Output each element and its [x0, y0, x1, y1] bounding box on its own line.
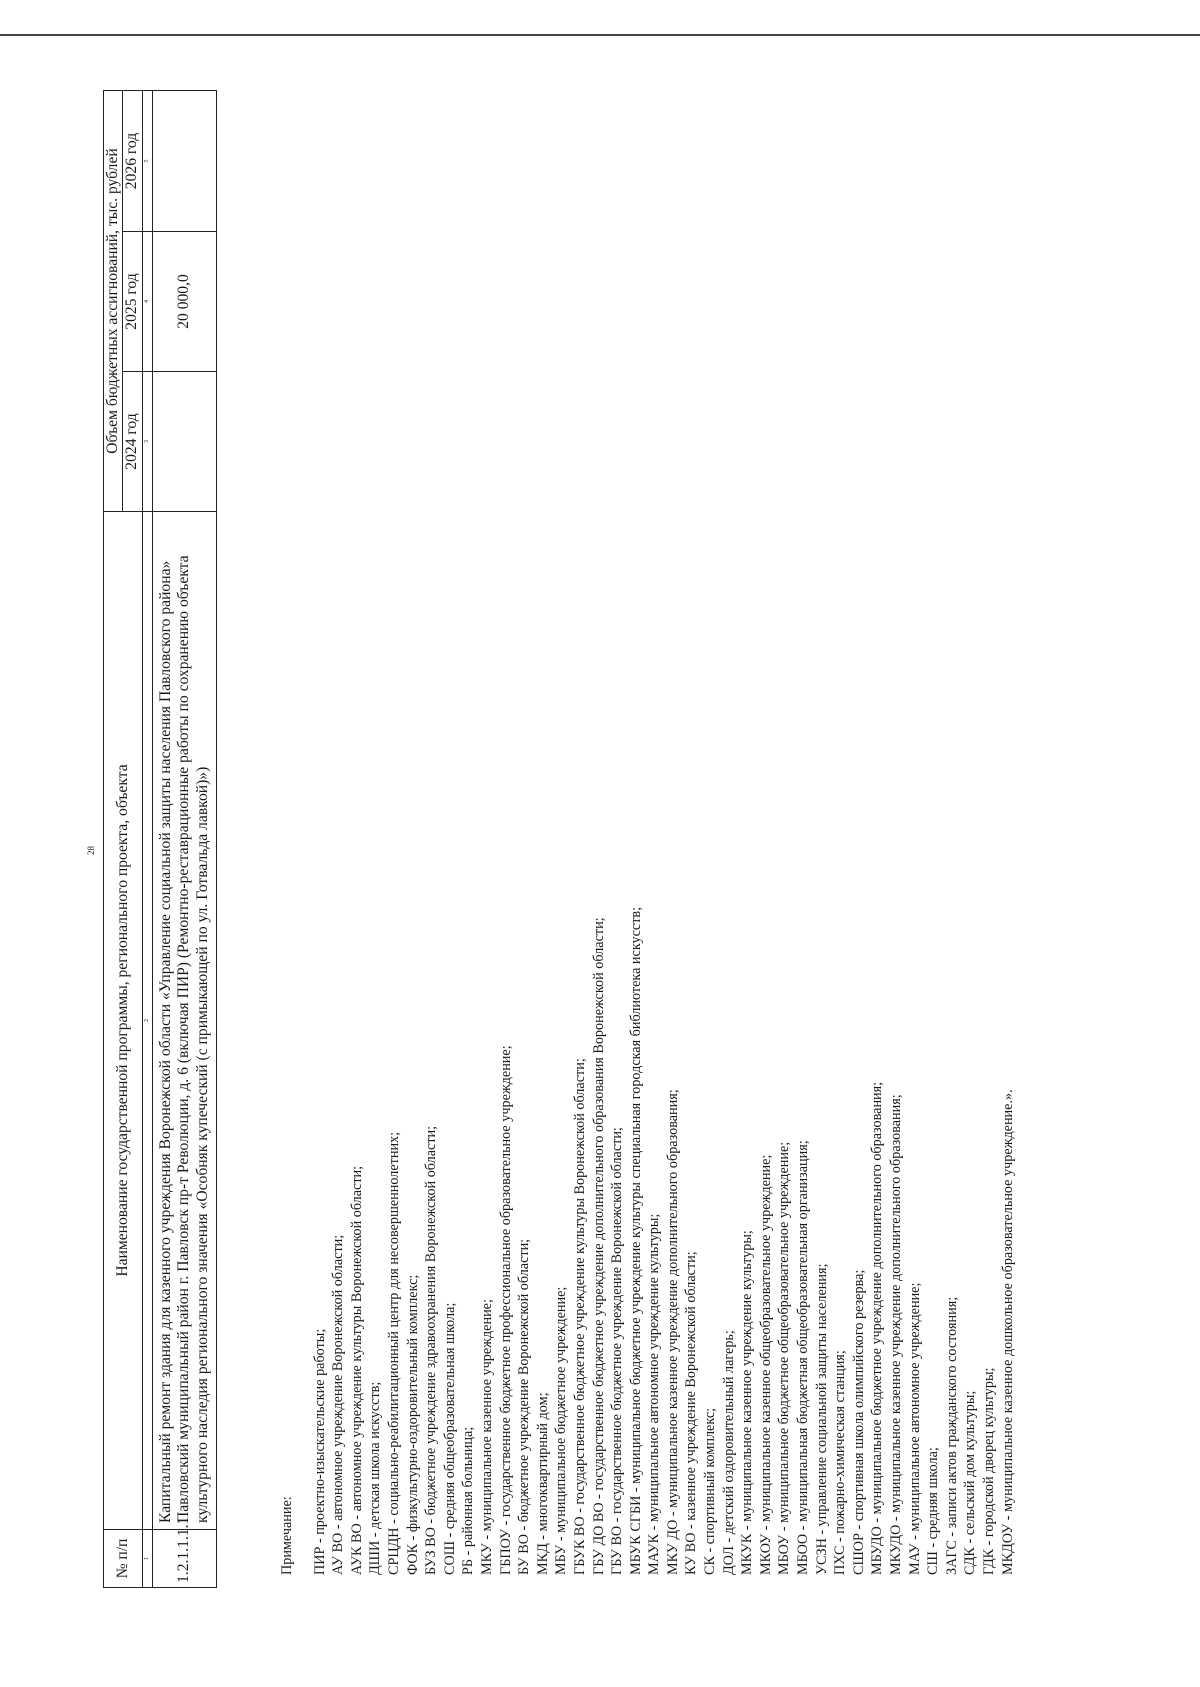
list-item: ПХС - пожарно-химическая станция; — [832, 1350, 849, 1575]
list-item: МБУ - муниципальное бюджетное учреждение; — [553, 1286, 570, 1575]
list-item: МКУ ДО - муниципальное казенное учреждение дополнительного образования; — [664, 1089, 681, 1575]
list-item: МКДОУ - муниципальное казенное дошкольное образовательное учреждение.». — [999, 1089, 1016, 1575]
table-header-row — [104, 90, 123, 1587]
list-item: СРЦДН - социально-реабилитационный центр для несовершеннолетних; — [385, 1131, 402, 1575]
list-item: СК - спортивный комплекс; — [702, 1407, 719, 1575]
header-year-2024: 2024 год — [123, 372, 142, 512]
header-year-2025: 2025 год — [123, 232, 142, 372]
list-item: ГБПОУ - государственное бюджетное профессиональное образовательное учреждение; — [497, 1045, 514, 1575]
index-cell: 2 — [142, 512, 152, 1530]
table-index-row — [142, 90, 152, 1587]
list-item: ГБУК ВО - государственное бюджетное учреждение культуры Воронежской области; — [571, 1058, 588, 1575]
list-item: МБОО - муниципальная бюджетная общеобразовательная организация; — [795, 1140, 812, 1575]
index-cell: 4 — [142, 232, 152, 372]
row-object-name: Капитальный ремонт здания для казенного учреждения Воронежской области «Управление социальной защиты населения Павловского района» Павловский муниципальный район г. Павловск пр-т Революции, д. 6 (включая ПИР) (Ремонтно-реставрационные работы по сохранению объекта культурного наследия регионального значения «Особняк купеческий (с примыкающей по ул. Готвальда лавкой)») — [152, 512, 216, 1530]
list-item: ФОК - физкультурно-оздоровительный комплекс; — [404, 1274, 421, 1575]
header-year-2026: 2026 год — [123, 90, 142, 231]
page-number: 28 — [86, 846, 96, 855]
list-item: МАУК - муниципальное автономное учреждение культуры; — [646, 1213, 663, 1575]
list-item: МКД - многоквартирный дом; — [534, 1392, 551, 1575]
list-item: ГДК - городской дворец культуры; — [980, 1367, 997, 1575]
row-value-2026 — [152, 90, 216, 231]
index-cell: 5 — [142, 90, 152, 231]
header-num: № п/п — [104, 1530, 143, 1588]
budget-table — [103, 90, 217, 1588]
list-item: КУ ВО - казенное учреждение Воронежской области; — [683, 1251, 700, 1575]
list-item: СШ - средняя школа; — [925, 1447, 942, 1575]
list-item: МАУ - муниципальное автономное учреждение; — [906, 1282, 923, 1575]
notes-section — [278, 35, 1017, 1575]
row-value-2024 — [152, 372, 216, 512]
list-item: УСЗН - управление социальной защиты населения; — [813, 1263, 830, 1575]
list-item: ДШИ - детская школа искусств; — [367, 1381, 384, 1575]
list-item: МБУК СГБИ - муниципальное бюджетное учреждение культуры специальная городская библиотека искусств; — [627, 906, 644, 1575]
header-name: Наименование государственной программы, регионального проекта, объекта — [104, 512, 143, 1530]
list-item: ЗАГС - записи актов гражданского состояния; — [943, 1296, 960, 1575]
list-item: ПИР - проектно-изыскательские работы; — [311, 1328, 328, 1575]
list-item: МКУК - муниципальное казенное учреждение культуры; — [739, 1230, 756, 1575]
list-item: СШОР - спортивная школа олимпийского резерва; — [850, 1269, 867, 1575]
row-value-2025: 20 000,0 — [152, 232, 216, 372]
list-item: СОШ - средняя общеобразовательная школа; — [441, 1302, 458, 1575]
list-item: РБ - районная больница; — [460, 1426, 477, 1575]
list-item: МКУДО - муниципальное казенное учреждение дополнительного образования; — [888, 1094, 904, 1575]
list-item: ДОЛ - детский оздоровительный лагерь; — [720, 1330, 737, 1575]
list-item: ГБУ ВО - государственное бюджетное учреждение Воронежской области; — [609, 1127, 626, 1575]
index-cell: 1 — [142, 1530, 152, 1588]
scan-edge-line — [0, 34, 1200, 36]
list-item: СДК - сельский дом культуры; — [962, 1390, 979, 1575]
list-item: БУЗ ВО - бюджетное учреждение здравоохранения Воронежской области; — [423, 1125, 440, 1575]
list-item: АУК ВО - автономное учреждение культуры Воронежской области; — [348, 1165, 365, 1575]
index-cell: 3 — [142, 372, 152, 512]
list-item: МБУДО - муниципальное бюджетное учреждение дополнительного образования; — [869, 1081, 886, 1575]
list-item: ГБУ ДО ВО - государственное бюджетное учреждение дополнительного образования Воронежской области; — [590, 917, 607, 1575]
list-item: БУ ВО - бюджетное учреждение Воронежской области; — [516, 1238, 533, 1575]
notes-heading: Примечание: — [279, 1496, 295, 1575]
list-item: МБОУ - муниципальное бюджетное общеобразовательное учреждение; — [776, 1141, 793, 1575]
list-item: МКОУ - муниципальное казенное общеобразовательное учреждение; — [757, 1154, 774, 1575]
row-number: 1.2.1.1.1.1 — [152, 1530, 216, 1588]
table-row — [152, 90, 216, 1587]
abbreviation-list — [311, 35, 1018, 1575]
list-item: АУ ВО - автономное учреждение Воронежской области; — [330, 1234, 347, 1575]
list-item: МКУ - муниципальное казенное учреждение; — [478, 1299, 495, 1575]
header-budget: Объем бюджетных ассигнований, тыс. рублей — [104, 90, 123, 511]
